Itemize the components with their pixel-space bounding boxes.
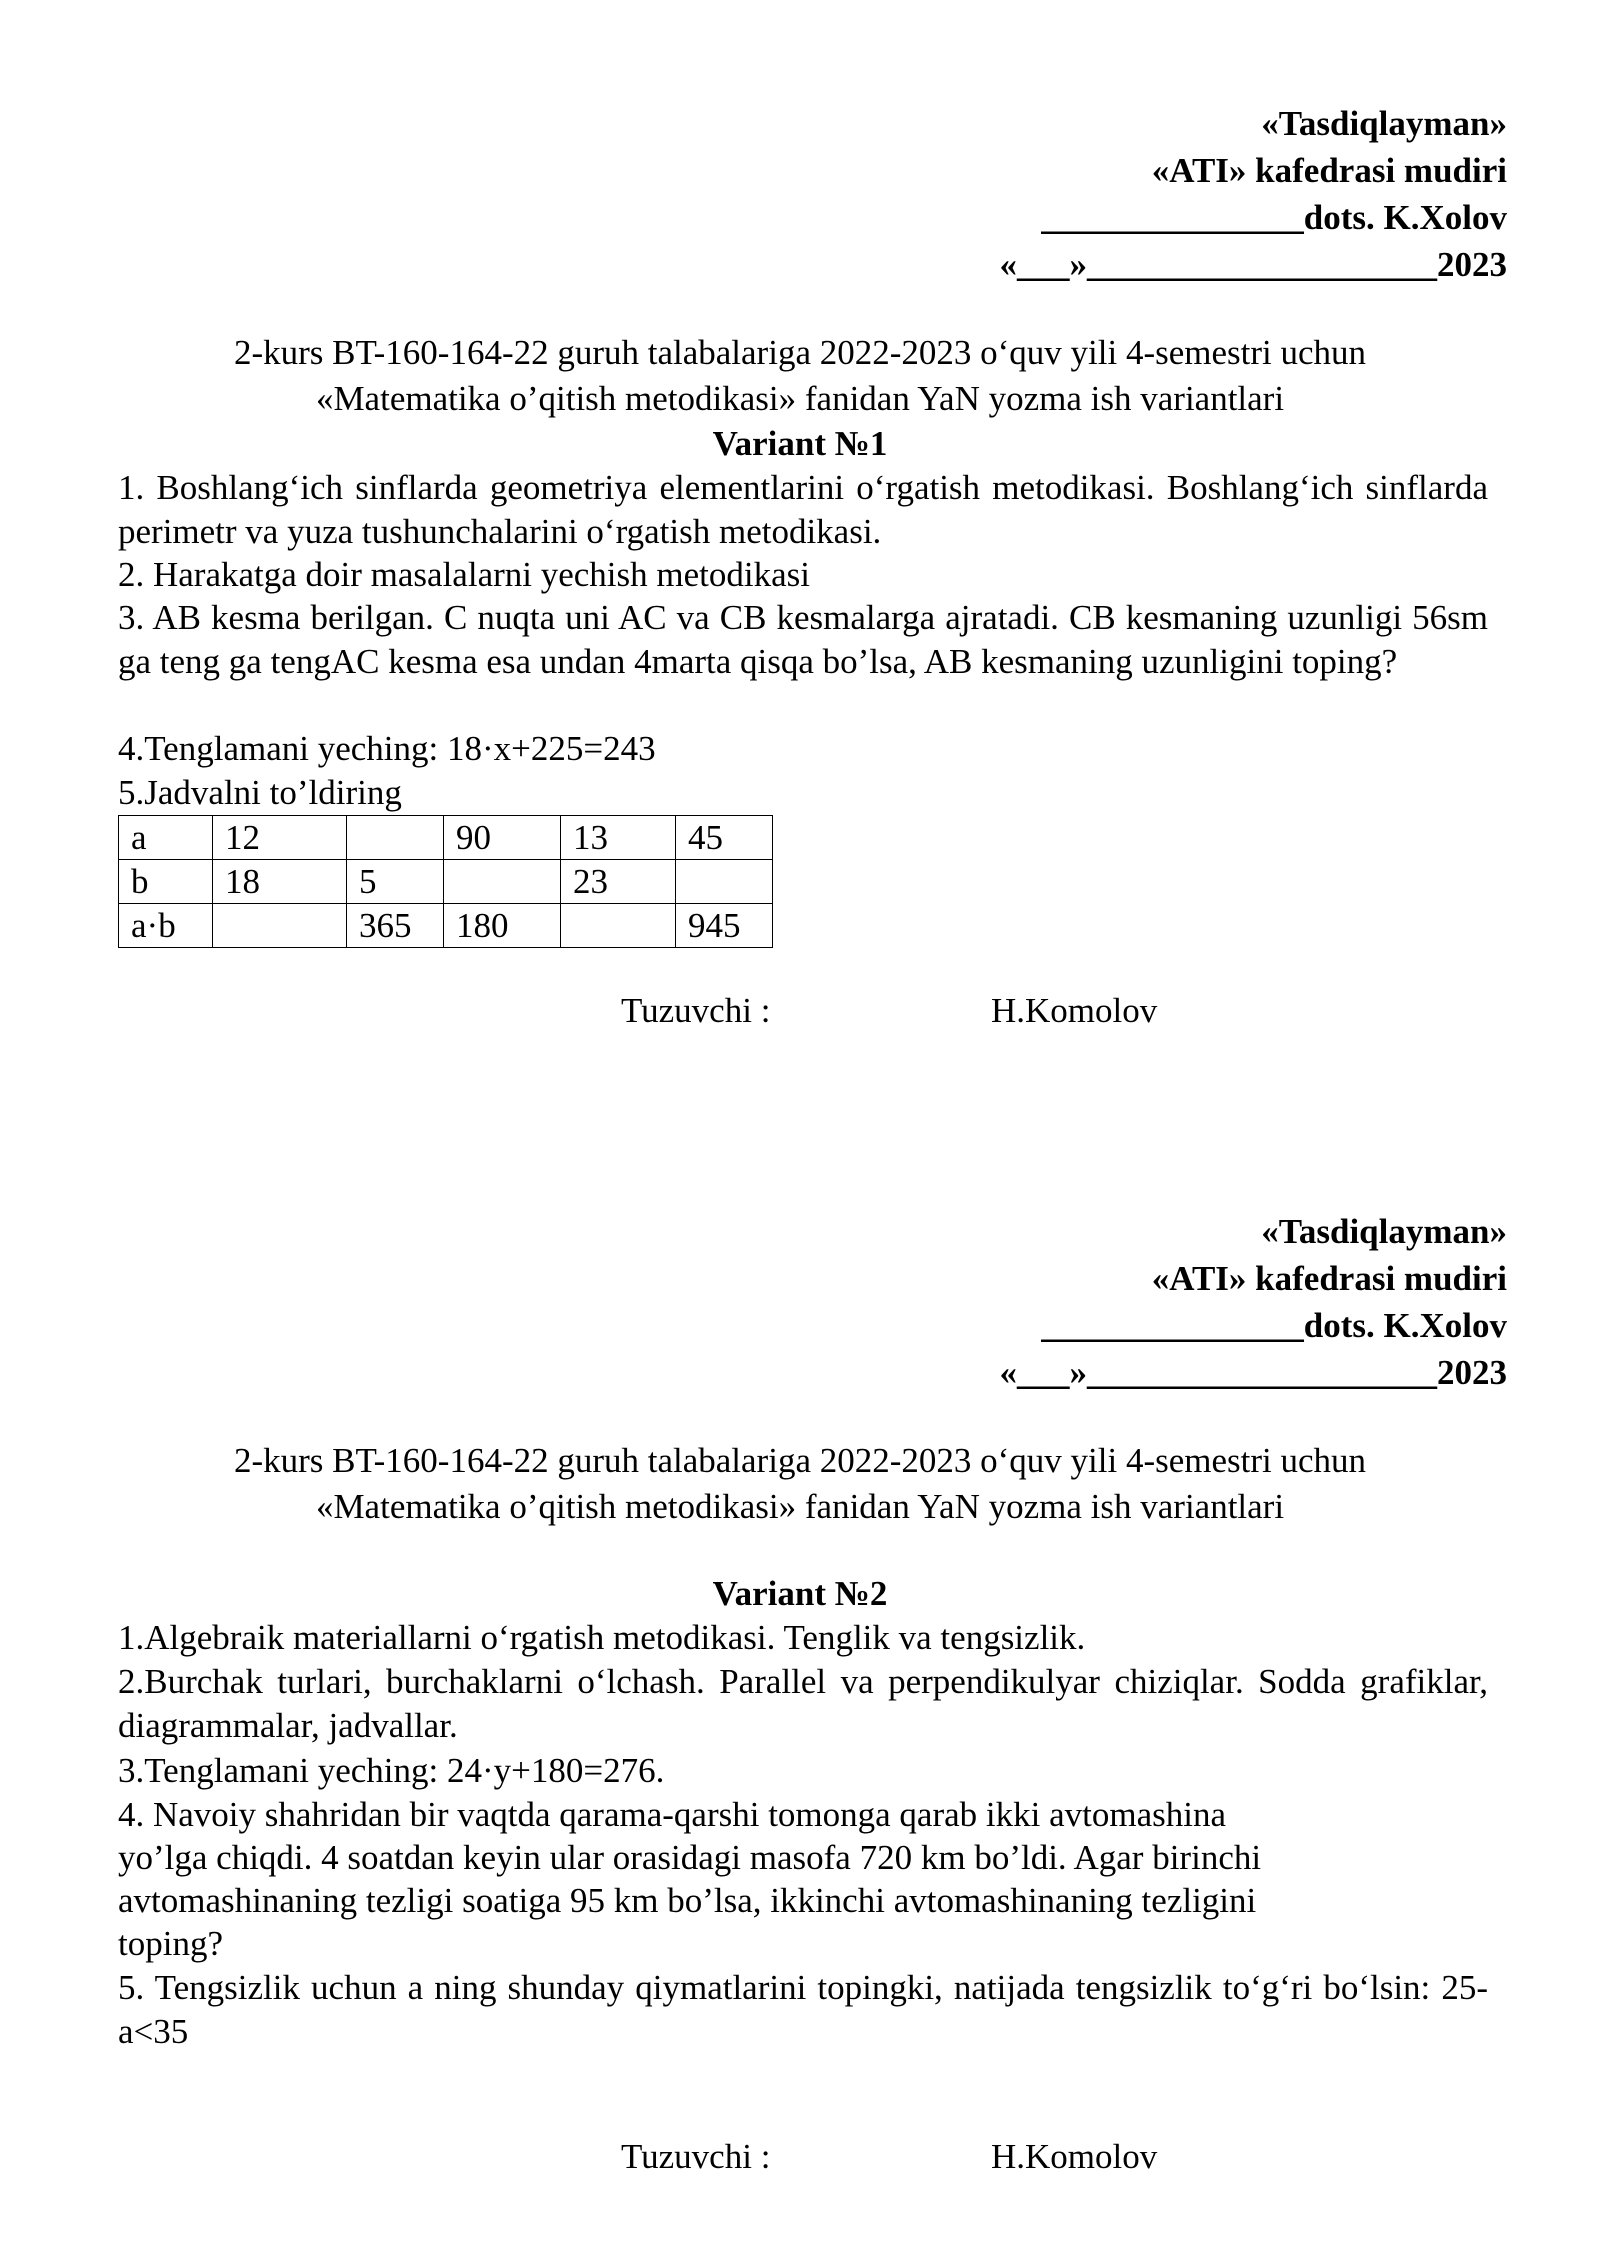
task-item: 2. Harakatga doir masalalarni yechish metodikasi <box>118 555 810 594</box>
approval-line: «Tasdiqlayman» <box>1261 1212 1507 1251</box>
task-item: 1. Boshlang‘ich sinflarda geometriya elementlarini o‘rgatish metodikasi. Boshlang‘ich sinflarda perimetr va yuza tushunchalarini o‘rgatish metodikasi. <box>118 468 1488 551</box>
table-cell: 45 <box>676 816 773 860</box>
table-cell <box>347 816 444 860</box>
document-heading-line-1: 2-kurs BT-160-164-22 guruh talabalariga 2022-2023 o‘quv yili 4-semestri uchun <box>233 1441 1367 1480</box>
task-item: 4. Navoiy shahridan bir vaqtda qarama-qarshi tomonga qarab ikki avtomashina <box>118 1795 1227 1834</box>
compiler-label: Tuzuvchi : <box>621 2137 771 2176</box>
task-item: 3. AB kesma berilgan. C nuqta uni AC va CB kesmalarga ajratadi. CB kesmaning uzunligi 56sm ga teng ga tengAC kesma esa undan 4marta qisqa bo’lsa, AB kesmaning uzunligini toping? <box>118 598 1488 681</box>
task-item: 2.Burchak turlari, burchaklarni o‘lchash. Parallel va perpendikulyar chiziqlar. Sodda grafiklar, diagrammalar, jadvallar. <box>118 1662 1488 1745</box>
table-cell: 180 <box>444 904 561 948</box>
table-cell: 13 <box>561 816 676 860</box>
variant-title-2: Variant №2 <box>712 1574 888 1613</box>
task-item: 5.Jadvalni to’ldiring <box>118 773 402 812</box>
table-cell <box>213 904 347 948</box>
approval-line: «ATI» kafedrasi mudiri <box>1151 1259 1507 1298</box>
table-cell: 18 <box>213 860 347 904</box>
task-item: toping? <box>118 1924 223 1963</box>
task-item: 4.Tenglamani yeching: 18·x+225=243 <box>118 729 656 768</box>
table-cell: 945 <box>676 904 773 948</box>
compiler-label: Tuzuvchi : <box>621 991 771 1030</box>
compiler-name: H.Komolov <box>991 991 1158 1030</box>
approval-line: _______________dots. K.Xolov <box>1041 198 1507 237</box>
task-item: 1.Algebraik materiallarni o‘rgatish metodikasi. Tenglik va tengsizlik. <box>118 1618 1086 1657</box>
fill-in-table <box>118 815 773 948</box>
task-item: yo’lga chiqdi. 4 soatdan keyin ular orasidagi masofa 720 km bo’ldi. Agar birinchi <box>118 1838 1262 1877</box>
table-row <box>119 904 773 948</box>
table-cell <box>676 860 773 904</box>
approval-line: «Tasdiqlayman» <box>1261 104 1507 143</box>
approval-line: _______________dots. K.Xolov <box>1041 1306 1507 1345</box>
compiler-name: H.Komolov <box>991 2137 1158 2176</box>
task-item: avtomashinaning tezligi soatiga 95 km bo’lsa, ikkinchi avtomashinaning tezligini <box>118 1881 1257 1920</box>
table-row <box>119 860 773 904</box>
table-cell: a·b <box>119 904 213 948</box>
variant-title-1: Variant №1 <box>712 424 888 463</box>
document-heading-line-2: «Matematika o’qitish metodikasi» fanidan YaN yozma ish variantlari <box>315 1487 1285 1526</box>
approval-block-2 <box>1000 1208 1508 1396</box>
approval-line: «___»____________________2023 <box>999 245 1507 284</box>
table-cell: 5 <box>347 860 444 904</box>
approval-line: «___»____________________2023 <box>999 1353 1507 1392</box>
table-cell <box>444 860 561 904</box>
approval-line: «ATI» kafedrasi mudiri <box>1151 151 1507 190</box>
table-cell: b <box>119 860 213 904</box>
table-cell: 90 <box>444 816 561 860</box>
table-cell: 365 <box>347 904 444 948</box>
table-cell: 23 <box>561 860 676 904</box>
document-heading-line-1: 2-kurs BT-160-164-22 guruh talabalariga 2022-2023 o‘quv yili 4-semestri uchun <box>233 333 1367 372</box>
task-item: 3.Tenglamani yeching: 24·y+180=276. <box>118 1751 665 1790</box>
table-cell: a <box>119 816 213 860</box>
document-heading-line-2: «Matematika o’qitish metodikasi» fanidan YaN yozma ish variantlari <box>315 379 1285 418</box>
table-cell <box>561 904 676 948</box>
table-row <box>119 816 773 860</box>
table-cell: 12 <box>213 816 347 860</box>
approval-block-1 <box>1000 100 1508 288</box>
task-item: 5. Tengsizlik uchun a ning shunday qiymatlarini topingki, natijada tengsizlik to‘g‘ri bo‘lsin: 25-a<35 <box>118 1968 1488 2051</box>
